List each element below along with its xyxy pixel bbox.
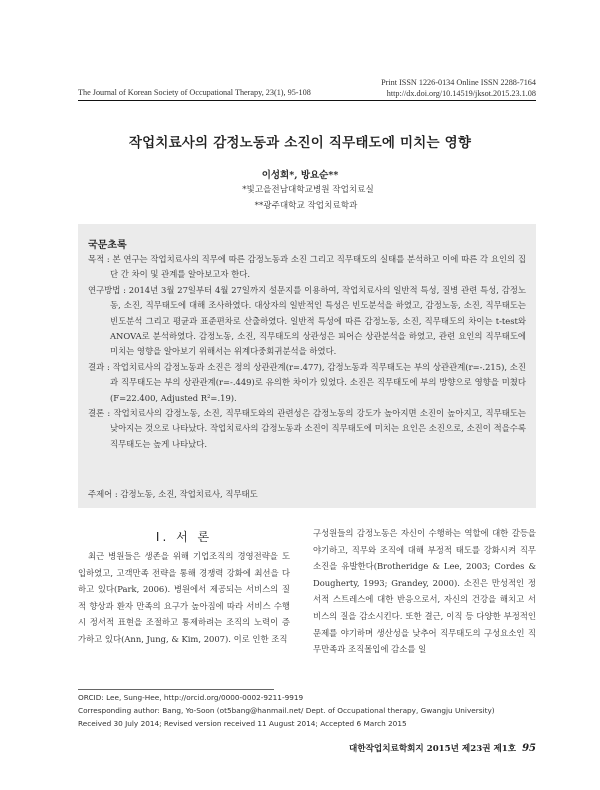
header-right [381, 77, 536, 99]
footnote-corresponding-author: Corresponding author: Bang, Yo-Soon (ot5bang@hanmail.net/ Dept. of Occupational therapy, Gwangju University) [78, 706, 495, 715]
journal-footer-text: 대한작업치료학회지 2015년 제23권 제1호 [349, 744, 517, 754]
abstract-heading: 국문초록 [88, 240, 127, 251]
journal-citation: The Journal of Korean Society of Occupational Therapy, 23(1), 95-108 [78, 88, 311, 97]
abstract-conclusion: 결론 : 작업치료사의 감정노동, 소진, 직무태도와의 관련성은 감정노동의 강도가 높아지면 소진이 높아지고, 직무태도는 낮아지는 것으로 나타났다. 작업치료사의 감정노동과 소진이 직무태도에 미치는 요인은 소진으로, 소진이 적을수록 직무태도는 높게 나타났다. [88, 408, 526, 449]
footnote-dates: Received 30 July 2014; Revised version received 11 August 2014; Accepted 6 March 2015 [78, 719, 407, 728]
affiliation-1: *빛고을전남대학교병원 작업치료실 [242, 185, 374, 195]
doi-link[interactable]: http://dx.doi.org/10.14519/jksot.2015.23.1.08 [386, 89, 536, 98]
abstract-keywords: 주제어 : 감정노동, 소진, 작업치료사, 직무태도 [88, 489, 258, 499]
paper-title: 작업치료사의 감정노동과 소진이 직무태도에 미치는 영향 [128, 135, 472, 151]
header-divider [78, 100, 536, 101]
body-column-left: 최근 병원들은 생존을 위해 기업조직의 경영전략을 도입하였고, 고객만족 전략을 통해 경쟁력 강화에 최선을 다하고 있다(Park, 2006). 병원에서 제공되는 서비스의 질적 향상과 환자 만족의 요구가 높아짐에 따라 서비스 수행시 정서적 표현을 조절하고 통제하려는 조직의 노력이 증가하고 있다(Ann, Jung, & Kim, 2007). 이로 인한 조직 [78, 551, 290, 644]
issn-line: Print ISSN 1226-0134 Online ISSN 2288-7164 [381, 78, 536, 87]
section-heading: Ⅰ. 서 론 [155, 530, 213, 544]
abstract-purpose: 목적 : 본 연구는 작업치료사의 직무에 따른 감정노동과 소진 그리고 직무태도의 실태를 분석하고 이에 따른 각 요인의 집단 간 차이 및 관계를 알아보고자 한다. [88, 254, 526, 280]
abstract-box [78, 224, 536, 508]
affiliation-2: **광주대학교 작업치료학과 [254, 201, 358, 211]
abstract-methods: 연구방법 : 2014년 3월 27일부터 4월 27일까지 설문지를 이용하여, 작업치료사의 일반적 특성, 질병 관련 특성, 감정노동, 소진, 직무태도에 대해 조사하였다. 대상자의 일반적인 특성은 빈도분석을 하였고, 감정노동, 소진, 직무태도는 빈도분석 그리고 평균과 표준편차로 산출하였다. 일반적 특성에 따른 감정노동, 소진, 직무태도의 차이는 t-test와 ANOVA로 분석하였다. 감정노동, 소진, 직무태도의 상관성은 피어슨 상관분석을 하였고, 관련 요인의 직무태도에 미치는 영향을 알아보기 위해서는 위계다중회귀분석을 하였다. [88, 284, 526, 357]
footnote-divider [78, 689, 274, 690]
abstract-body [88, 252, 526, 452]
author-list: 이성희*, 방요순** [261, 170, 339, 181]
page-number: 95 [522, 743, 536, 754]
abstract-results: 결과 : 작업치료사의 감정노동과 소진은 정의 상관관계(r=.477), 감정노동과 직무태도는 부의 상관관계(r=-.215), 소진과 직무태도는 부의 상관관계(r=-.449)로 유의한 차이가 있었다. 소진은 직무태도에 부의 방향으로 영향을 미쳤다(F=22.400, Adjusted R²=.19). [88, 361, 526, 403]
body-column-right: 구성원들의 감정노동은 자신이 수행하는 역할에 대한 갈등을 야기하고, 직무와 조직에 대해 부정적 태도를 강화시켜 직무소진을 유발한다(Brotheridge & Lee, 2003; Cordes & Dougherty, 1993; Grandey, 2000). 소진은 만성적인 정서적 스트레스에 대한 반응으로서, 자신의 건강을 해치고 서비스의 질을 감소시킨다. 또한 결근, 이직 등 다양한 부정적인 문제를 야기하며 생산성을 낮추어 직무태도의 구성요소인 직무만족과 조직몰입에 감소를 일 [313, 528, 536, 655]
footnote-orcid: ORCID: Lee, Sung-Hee, http://orcid.org/0000-0002-9211-9919 [78, 693, 304, 702]
journal-footer [349, 742, 536, 754]
